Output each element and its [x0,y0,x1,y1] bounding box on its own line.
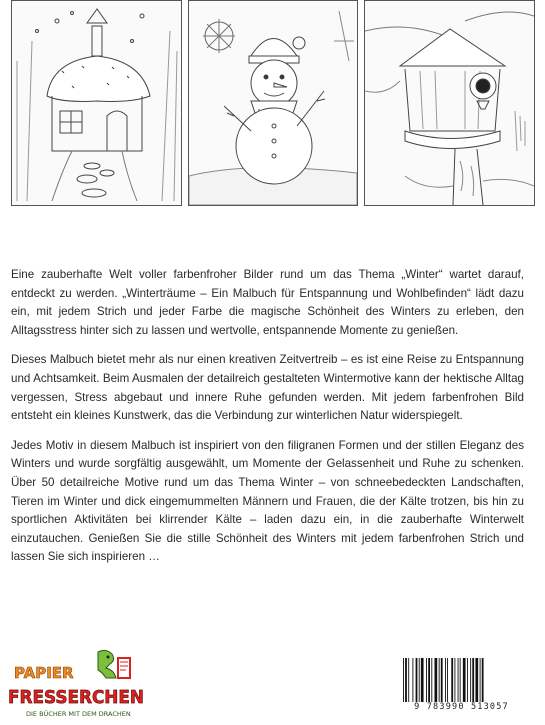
barcode-bar [428,658,430,702]
barcode-bar [412,658,413,702]
barcode-bar [435,658,438,702]
gingerbread-cottage-illustration [11,0,182,206]
barcode-bar [403,658,404,702]
logo-main-text: FRESSERCHEN [8,687,144,708]
barcode-bar [470,658,471,702]
logo-tagline: DIE BÜCHER MIT DEM DRACHEN [26,710,131,718]
barcode-bar [419,658,420,702]
birdhouse-drawing [365,1,534,205]
barcode-bar [445,658,446,702]
snowman-drawing [189,1,357,205]
barcode-bar [480,658,481,702]
snowman-illustration [188,0,358,206]
publisher-logo [6,648,148,720]
barcode-bar [441,658,443,702]
barcode-bar [439,658,440,702]
isbn-barcode [399,658,524,718]
barcode-bar [405,658,407,702]
description-paragraph-1: Eine zauberhafte Welt voller farbenfroher Bilder rund um das Thema „Winter“ wartet darauf, entdeckt zu werden. „Winterträume – Ein Malbuch für Entspannung und Wohlbefinden“ lädt dazu ein, mit jedem Strich und jeder Farbe die magische Schönheit des Winters zu erleben, den Alltagsstress hinter sich zu lassen und wertvolle, entspannende Momente zu genießen. [11,268,524,337]
barcode-bar [472,658,474,702]
barcode-bar [475,658,478,702]
barcode-bar [451,658,453,702]
barcode-bar [454,658,455,702]
barcode-bar [426,658,427,702]
birdhouse-illustration [364,0,535,206]
dragon-logo-icon [6,648,148,720]
barcode-bar [447,658,448,702]
logo-top-text: PAPIER [14,664,74,682]
description-paragraph-2: Dieses Malbuch bietet mehr als nur einen kreativen Zeitvertreib – es ist eine Reise zu Entspannung und Achtsamkeit. Beim Ausmalen der detailreich gestalteten Wintermotive kann der hektische Alltag vergessen, Stress abgebaut und innere Ruhe gefunden werden. Mit jedem farbenfrohen Bild entsteht ein kleines Kunstwerk, das die Verbindung zur winterlichen Natur widerspiegelt. [11,353,524,423]
barcode-bar [458,658,459,702]
barcode-bar [416,658,418,702]
barcode-number: 9 783990 513057 [414,702,509,712]
description-paragraph-3: Jedes Motiv in diesem Malbuch ist inspiriert von den filigranen Formen und der stillen Eleganz des Winters und wurde sorgfältig ausgewählt, um Momente der Gelassenheit und Ruhe zu schenken. Über 50 detailreiche Motive rund um das Thema Winter – von schneebedeckten Landschaften, Tieren im Winter und dick eingemummelten Männern und Frauen, die der Kälte trotzen, bis hin zu sportlichen Aktivitäten bei klirrender Kälte – laden dazu ein, in die zauberhafte Winterwelt einzutauchen. Genießen Sie die stille Schönheit des Winters mit jedem farbenfrohen Strich und lassen Sie sich inspirieren … [11,438,524,564]
back-cover-description [11,266,524,578]
barcode-bar [482,658,484,702]
barcode-bars [403,658,521,702]
barcode-bar [431,658,432,702]
cottage-drawing [12,1,181,205]
barcode-bar [460,658,461,702]
barcode-bar [463,658,466,702]
barcode-bar [421,658,424,702]
barcode-bar [467,658,468,702]
barcode-bar [408,658,409,702]
